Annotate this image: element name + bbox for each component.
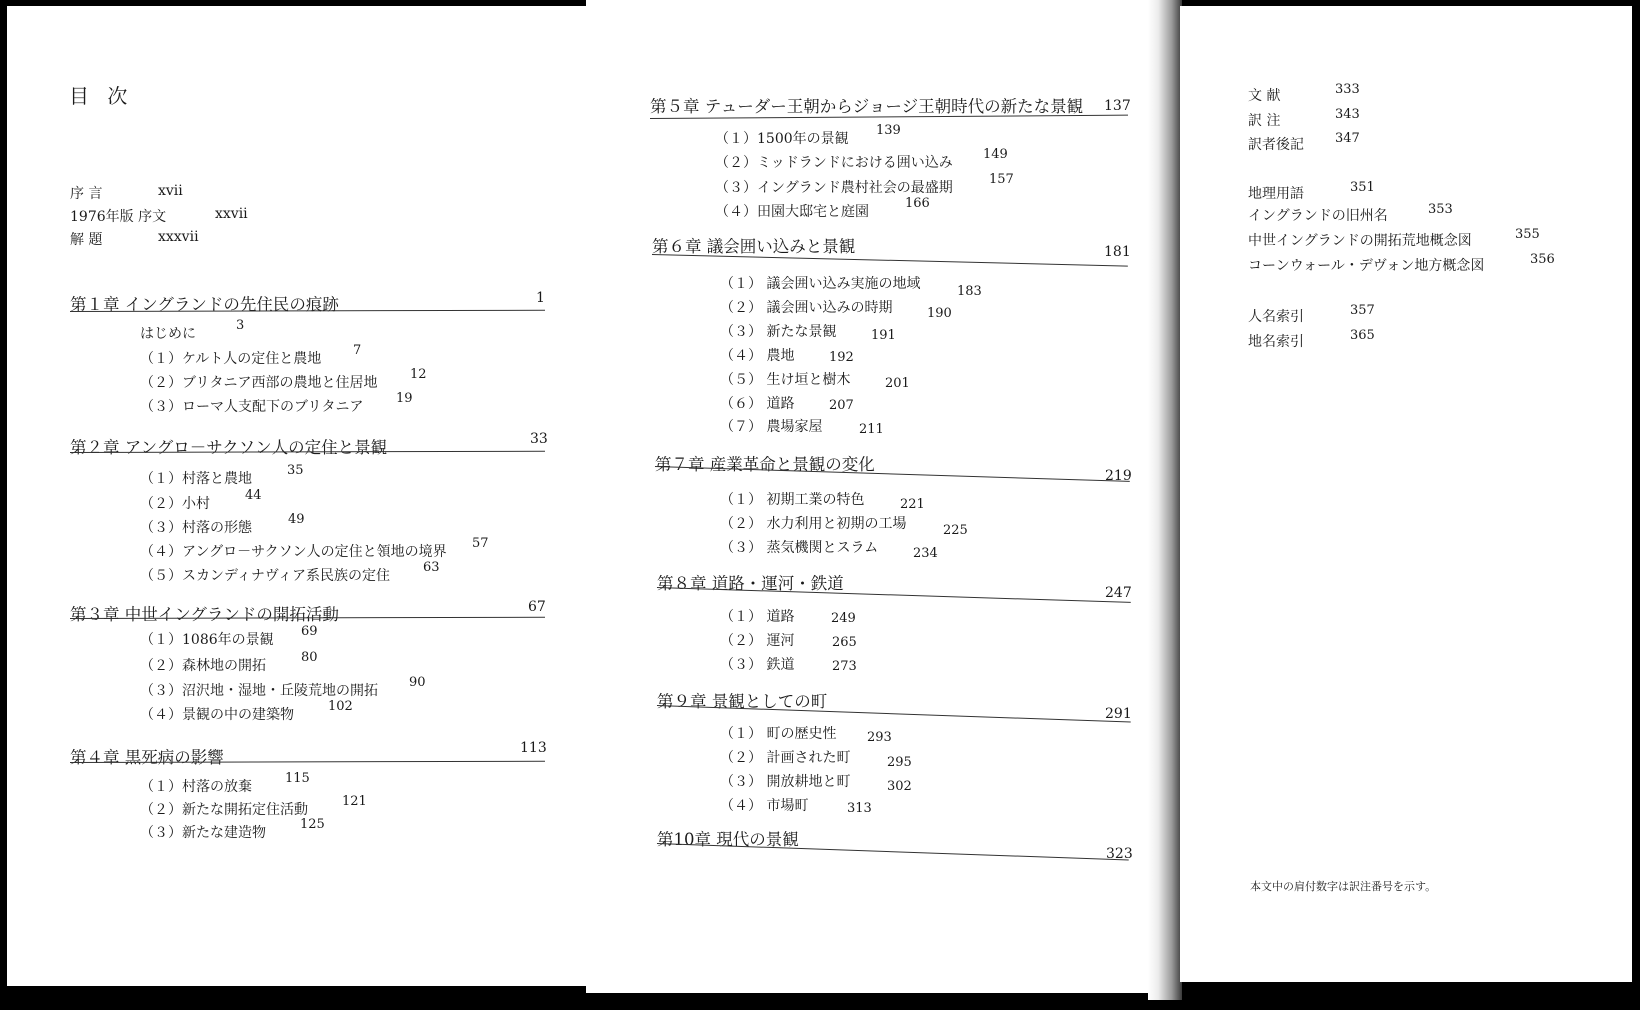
- section-label: （１） 議会囲い込み実施の地域: [720, 276, 921, 292]
- section-label: （４） 農地: [720, 348, 795, 364]
- back-matter-label: 人名索引: [1248, 309, 1304, 325]
- section-page: 35: [287, 463, 304, 478]
- chapter-page: 137: [1104, 98, 1131, 114]
- front-matter-page: xxxvii: [158, 229, 199, 245]
- back-matter-page: 343: [1335, 107, 1360, 122]
- section-label: （１） 町の歴史性: [720, 726, 837, 742]
- back-matter-page: 333: [1335, 82, 1360, 97]
- chapter-title: 第１章 イングランドの先住民の痕跡: [70, 295, 339, 314]
- back-matter-label: 訳者後記: [1248, 137, 1304, 153]
- section-label: （４）田園大邸宅と庭園: [715, 204, 869, 220]
- back-matter-label: 地名索引: [1248, 334, 1304, 350]
- section-page: 293: [867, 730, 892, 745]
- section-label: （７） 農場家屋: [720, 419, 823, 435]
- front-matter-page: xxvii: [215, 206, 248, 222]
- section-label: （２）ミッドランドにおける囲い込み: [715, 155, 953, 171]
- section-page: 190: [927, 306, 952, 321]
- section-label: （１）1086年の景観: [140, 632, 274, 648]
- section-label: （３） 鉄道: [720, 657, 795, 673]
- chapter-page: 113: [520, 740, 547, 756]
- section-label: （２） 水力利用と初期の工場: [720, 516, 907, 532]
- section-page: 265: [832, 635, 857, 650]
- section-label: （２）森林地の開拓: [140, 658, 266, 674]
- section-page: 166: [905, 196, 930, 211]
- chapter-page: 291: [1105, 706, 1132, 722]
- chapter-title: 第４章 黒死病の影響: [70, 748, 224, 767]
- section-label: （３）村落の形態: [140, 520, 252, 536]
- section-page: 192: [829, 350, 854, 365]
- section-page: 19: [396, 391, 413, 406]
- section-label: （６） 道路: [720, 396, 795, 412]
- section-page: 221: [900, 497, 925, 512]
- section-page: 273: [832, 659, 857, 674]
- chapter-title: 第６章 議会囲い込みと景観: [652, 237, 856, 256]
- section-page: 225: [943, 523, 968, 538]
- section-label: （３） 新たな景観: [720, 324, 837, 340]
- back-matter-label: 訳 注: [1248, 113, 1281, 129]
- section-page: 183: [957, 284, 982, 299]
- back-matter-page: 351: [1350, 180, 1375, 195]
- section-page: 57: [472, 536, 489, 551]
- chapter-title: 第10章 現代の景観: [657, 830, 799, 849]
- back-matter-label: 地理用語: [1248, 186, 1304, 202]
- back-matter-page: 365: [1350, 328, 1375, 343]
- front-matter-page: xvii: [158, 183, 183, 199]
- chapter-title: 第２章 アングロ－サクソン人の定住と景観: [70, 438, 388, 457]
- section-label: （３）沼沢地・湿地・丘陵荒地の開拓: [140, 683, 378, 699]
- section-page: 7: [353, 343, 362, 358]
- section-page: 3: [236, 318, 245, 333]
- section-page: 191: [871, 328, 896, 343]
- section-label: （１）ケルト人の定住と農地: [140, 351, 322, 367]
- section-label: （３）ローマ人支配下のブリタニア: [140, 399, 364, 415]
- front-matter-label: 解 題: [70, 232, 103, 248]
- back-matter-label: イングランドの旧州名: [1248, 208, 1388, 224]
- section-page: 139: [876, 123, 901, 138]
- section-label: （２） 計画された町: [720, 750, 851, 766]
- chapter-page: 67: [528, 599, 546, 615]
- chapter-page: 181: [1104, 244, 1131, 260]
- chapter-title: 第７章 産業革命と景観の変化: [655, 455, 875, 474]
- section-label: （１） 道路: [720, 609, 795, 625]
- section-label: （２）小村: [140, 496, 210, 512]
- back-matter-label: 中世イングランドの開拓荒地概念図: [1248, 233, 1472, 249]
- back-matter-page: 357: [1350, 303, 1375, 318]
- section-page: 102: [328, 699, 353, 714]
- toc-heading: 目 次: [69, 84, 134, 108]
- section-label: （２）ブリタニア西部の農地と住居地: [140, 375, 378, 391]
- section-page: 211: [859, 422, 884, 437]
- back-matter-label: 文 献: [1248, 88, 1281, 104]
- section-label: （３）新たな建造物: [140, 825, 266, 841]
- section-page: 234: [913, 546, 938, 561]
- section-label: （１）1500年の景観: [715, 131, 849, 147]
- section-page: 207: [829, 398, 854, 413]
- chapter-page: 1: [536, 290, 545, 306]
- section-label: （５） 生け垣と樹木: [720, 372, 851, 388]
- section-label: （４） 市場町: [720, 798, 809, 814]
- section-page: 313: [847, 801, 872, 816]
- section-page: 125: [300, 817, 325, 832]
- section-label: （４）景観の中の建築物: [140, 707, 294, 723]
- chapter-title: 第８章 道路・運河・鉄道: [657, 574, 844, 593]
- chapter-page: 219: [1105, 468, 1132, 484]
- section-page: 69: [301, 624, 318, 639]
- section-label: （２） 議会囲い込みの時期: [720, 300, 893, 316]
- section-label: はじめに: [140, 326, 196, 342]
- chapter-page: 33: [530, 431, 548, 447]
- back-matter-page: 356: [1530, 252, 1555, 267]
- section-page: 121: [342, 794, 367, 809]
- section-page: 302: [887, 779, 912, 794]
- back-matter-page: 347: [1335, 131, 1360, 146]
- section-label: （２） 運河: [720, 633, 795, 649]
- section-page: 201: [885, 376, 910, 391]
- section-label: （３） 開放耕地と町: [720, 774, 851, 790]
- section-page: 80: [301, 650, 318, 665]
- section-page: 49: [288, 512, 305, 527]
- section-label: （１） 初期工業の特色: [720, 492, 865, 508]
- section-label: （１）村落と農地: [140, 471, 252, 487]
- section-page: 12: [410, 367, 427, 382]
- section-page: 149: [983, 147, 1008, 162]
- chapter-title: 第３章 中世イングランドの開拓活動: [70, 605, 339, 624]
- left-page: [7, 6, 590, 986]
- chapter-title: 第９章 景観としての町: [657, 692, 828, 711]
- chapter-page: 247: [1105, 585, 1132, 601]
- back-matter-label: コーンウォール・デヴォン地方概念図: [1248, 258, 1485, 274]
- section-page: 295: [887, 755, 912, 770]
- section-label: （３） 蒸気機関とスラム: [720, 540, 879, 556]
- front-matter-label: 1976年版 序文: [70, 209, 167, 225]
- section-label: （２）新たな開拓定住活動: [140, 802, 308, 818]
- back-matter-page: 355: [1515, 227, 1540, 242]
- section-page: 44: [245, 488, 262, 503]
- section-label: （１）村落の放棄: [140, 779, 252, 795]
- chapter-title: 第５章 テューダー王朝からジョージ王朝時代の新たな景観: [650, 97, 1084, 116]
- section-page: 115: [285, 771, 310, 786]
- front-matter-label: 序 言: [70, 186, 103, 202]
- section-page: 249: [831, 611, 856, 626]
- footnote: 本文中の肩付数字は訳注番号を示す。: [1250, 880, 1437, 893]
- book-gutter: [1148, 0, 1182, 1000]
- section-page: 90: [409, 675, 426, 690]
- back-matter-page: 353: [1428, 202, 1453, 217]
- chapter-page: 323: [1106, 846, 1133, 862]
- section-page: 157: [989, 172, 1014, 187]
- section-label: （５）スカンディナヴィア系民族の定住: [140, 568, 391, 584]
- section-page: 63: [423, 560, 440, 575]
- section-label: （４）アングロ－サクソン人の定住と領地の境界: [140, 544, 447, 560]
- section-label: （３）イングランド農村社会の最盛期: [715, 180, 953, 196]
